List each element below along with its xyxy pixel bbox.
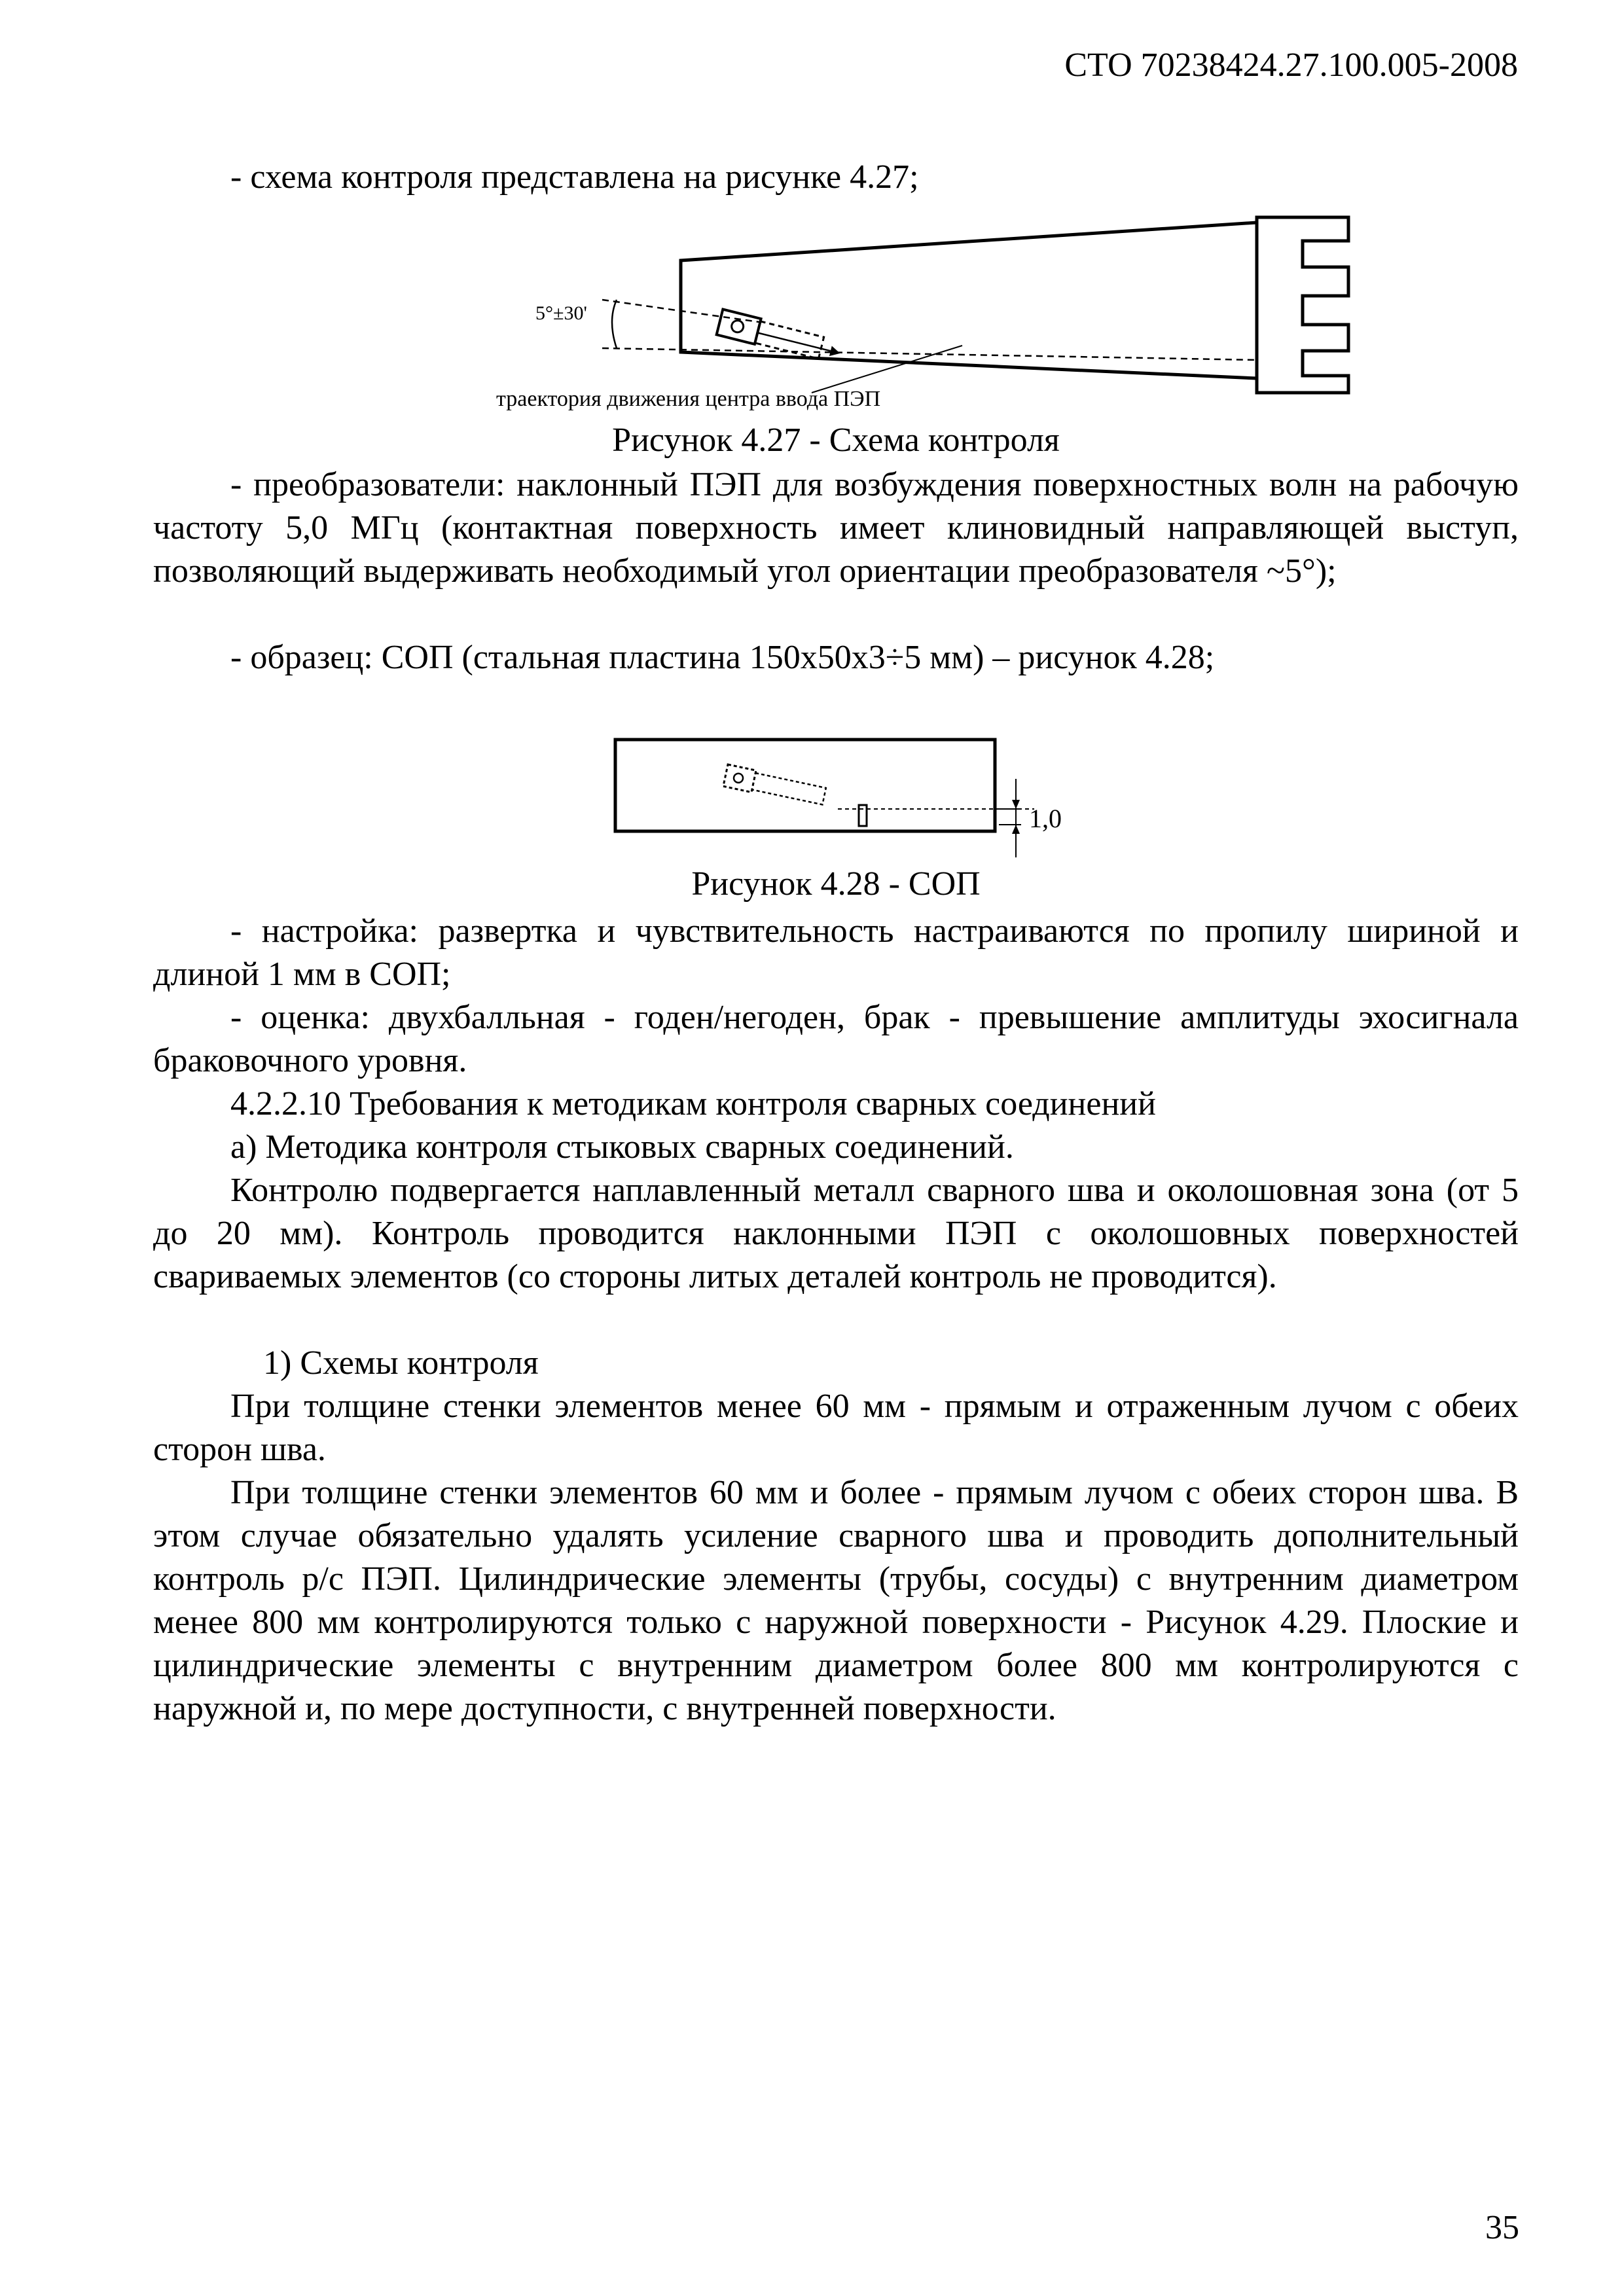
paragraph-evaluation: - оценка: двухбалльная - годен/негоден, брак - превышение амплитуды эхосигнала браковочного уровня.	[153, 999, 1519, 1079]
paragraph-transducers: - преобразователи: наклонный ПЭП для возбуждения поверхностных волн на рабочую частоту 5,0 МГц (контактная поверхность имеет клиновидный направляющей выступ, позволяющий выдерживать необходимый угол ориентации преобразователя ~5°);	[153, 466, 1519, 590]
paragraph-thick-wall: При толщине стенки элементов 60 мм и более - прямым лучом с обеих сторон шва. В этом случае обязательно удалять усиление сварного шва и проводить дополнительный контроль р/с ПЭП. Цилиндрические элементы (трубы, сосуды) с внутренним диаметром менее 800 мм контролируются только с наружной поверхности - Рисунок 4.29. Плоские и цилиндрические элементы с внутренним диаметром более 800 мм контролируются с наружной и, по мере доступности, с внутренней поверхности.	[153, 1474, 1519, 1727]
section-heading-4-2-2-10: 4.2.2.10 Требования к методикам контроля сварных соединений	[230, 1085, 1156, 1122]
paragraph-controlled-area: Контролю подвергается наплавленный металл сварного шва и околошовная зона (от 5 до 20 мм). Контроль проводится наклонными ПЭП с околошовных поверхностей свариваемых элементов (со стороны литых деталей контроль не проводится).	[153, 1172, 1519, 1295]
figure-4-27-caption: Рисунок 4.27 - Схема контроля	[612, 422, 1060, 459]
subsection-heading-a: а) Методика контроля стыковых сварных соединений.	[230, 1128, 1014, 1166]
document-code: СТО 70238424.27.100.005-2008	[1064, 46, 1518, 84]
sample-plate	[615, 740, 995, 831]
transducer-on-sample	[723, 764, 827, 807]
dimension-label: 1,0	[1029, 804, 1062, 833]
paragraph-thin-wall: При толщине стенки элементов менее 60 мм - прямым и отраженным лучом с обеих сторон шва.	[153, 1388, 1519, 1468]
paragraph-scheme-reference: - схема контроля представлена на рисунке 4.27;	[230, 158, 919, 196]
saw-cut-notch	[859, 805, 867, 826]
part-outline	[681, 223, 1257, 378]
paragraph-sample: - образец: СОП (стальная пластина 150х50х3÷5 мм) – рисунок 4.28;	[230, 639, 1215, 676]
figure-4-28-caption: Рисунок 4.28 - СОП	[691, 865, 981, 903]
angle-label: 5°±30'	[535, 302, 587, 324]
angle-bracket	[612, 300, 617, 348]
trajectory-label: траектория движения центра ввода ПЭП	[496, 387, 881, 411]
subheading-schemes: 1) Схемы контроля	[263, 1344, 539, 1382]
part-comb-end	[1257, 217, 1348, 393]
figure-4-28	[602, 726, 1074, 857]
page-number: 35	[1485, 2209, 1519, 2246]
figure-4-27	[314, 203, 1362, 419]
paragraph-setup: - настройка: развертка и чувствительность настраиваются по пропилу шириной и длиной 1 мм в СОП;	[153, 912, 1519, 993]
